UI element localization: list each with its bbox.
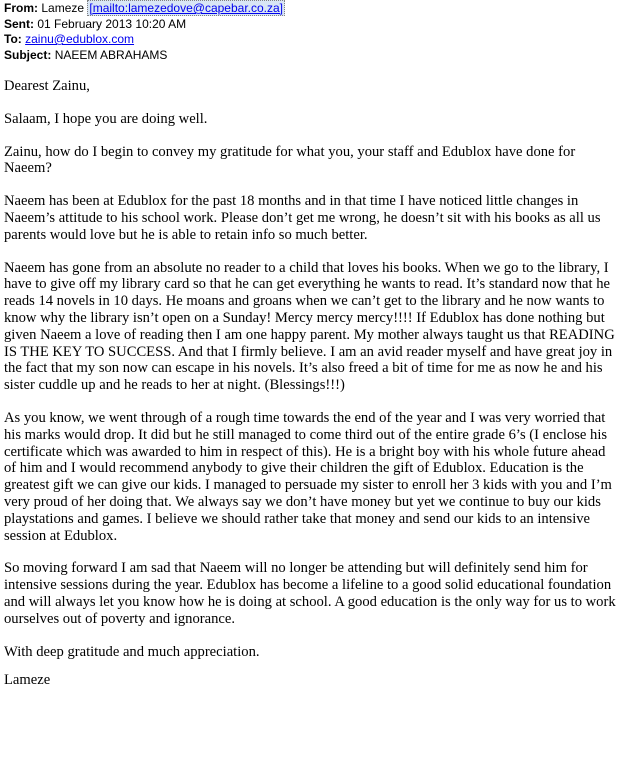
sent-label: Sent: [4,16,34,31]
to-label: To: [4,32,22,46]
signature: Lameze [4,672,51,689]
closing: With deep gratitude and much appreciation. [4,643,260,660]
greeting: Dearest Zainu, [4,78,90,94]
subject-line [4,48,620,64]
sent-value: 01 February 2013 10:20 AM [37,16,187,31]
subject-value: NAEEM ABRAHAMS [54,47,168,62]
to-email-link[interactable]: zainu@edublox.com [25,32,135,46]
email-body [4,78,620,689]
subject-label: Subject: [4,47,52,62]
from-line [4,1,620,17]
paragraph-salaam: Salaam, I hope you are doing well. [4,110,208,127]
paragraph-marks: As you know, we went through of a rough time towards the end of the year and I was very worried that his marks would drop. It did but he still managed to come third out of the entire grade 6’s (I enclose his certificate which was awarded to him in respect of this). He is a bright boy with his whole future ahead of him and I would recommend anybody to give their children the gift of Edublox. Education is the greatest gift we can give our kids. I managed to persuade my sister to enroll her 3 kids with you and I’m very proud of her doing that. We always say we don’t have money but yet we continue to buy our kids playstations and games. I believe we should rather take that money and send our kids to an intensive session at Edublox. [4,409,612,544]
sent-line [4,17,620,33]
from-label: From: [4,1,38,15]
paragraph-reading: Naeem has gone from an absolute no reader to a child that loves his books. When we go to the library, I have to give off my library card so that he can get everything he wants to read. It’s standard now that he reads 14 novels in 10 days. He moans and groans when we can’t get to the library and he now wants to know why the library isn’t open on a Sunday! Mercy mercy mercy!!!! If Edublox has done nothing but given Naeem a love of reading then I am one happy parent. My mother always taught us that READING IS THE KEY TO SUCCESS. And that I firmly believe. I am an avid reader myself and have great joy in the fact that my son now can escape in his novels. It’s also freed a bit of time for me as now he and his sister cuddle up and he reads to her at night. (Blessings!!!) [4,259,615,394]
to-line [4,32,620,48]
from-mailto-link[interactable]: [mailto:lamezedove@capebar.co.za] [89,1,284,15]
paragraph-moving-forward: So moving forward I am sad that Naeem will no longer be attending but will definitely send him for intensive sessions during the year. Edublox has become a lifeline to a good solid educational foundation and will always let you know how he is doing at school. A good education is the only way for us to work ourselves out of poverty and ignorance. [4,560,616,627]
paragraph-gratitude: Zainu, how do I begin to convey my gratitude for what you, your staff and Edublox have done for Naeem? [4,143,576,177]
paragraph-progress: Naeem has been at Edublox for the past 18 months and in that time I have noticed little changes in Naeem’s attitude to his school work. Please don’t get me wrong, he doesn’t sit with his books as all us parents would love but he is able to retain info so much better. [4,193,601,243]
email-header-block [4,0,620,63]
from-name: Lameze [41,1,85,15]
